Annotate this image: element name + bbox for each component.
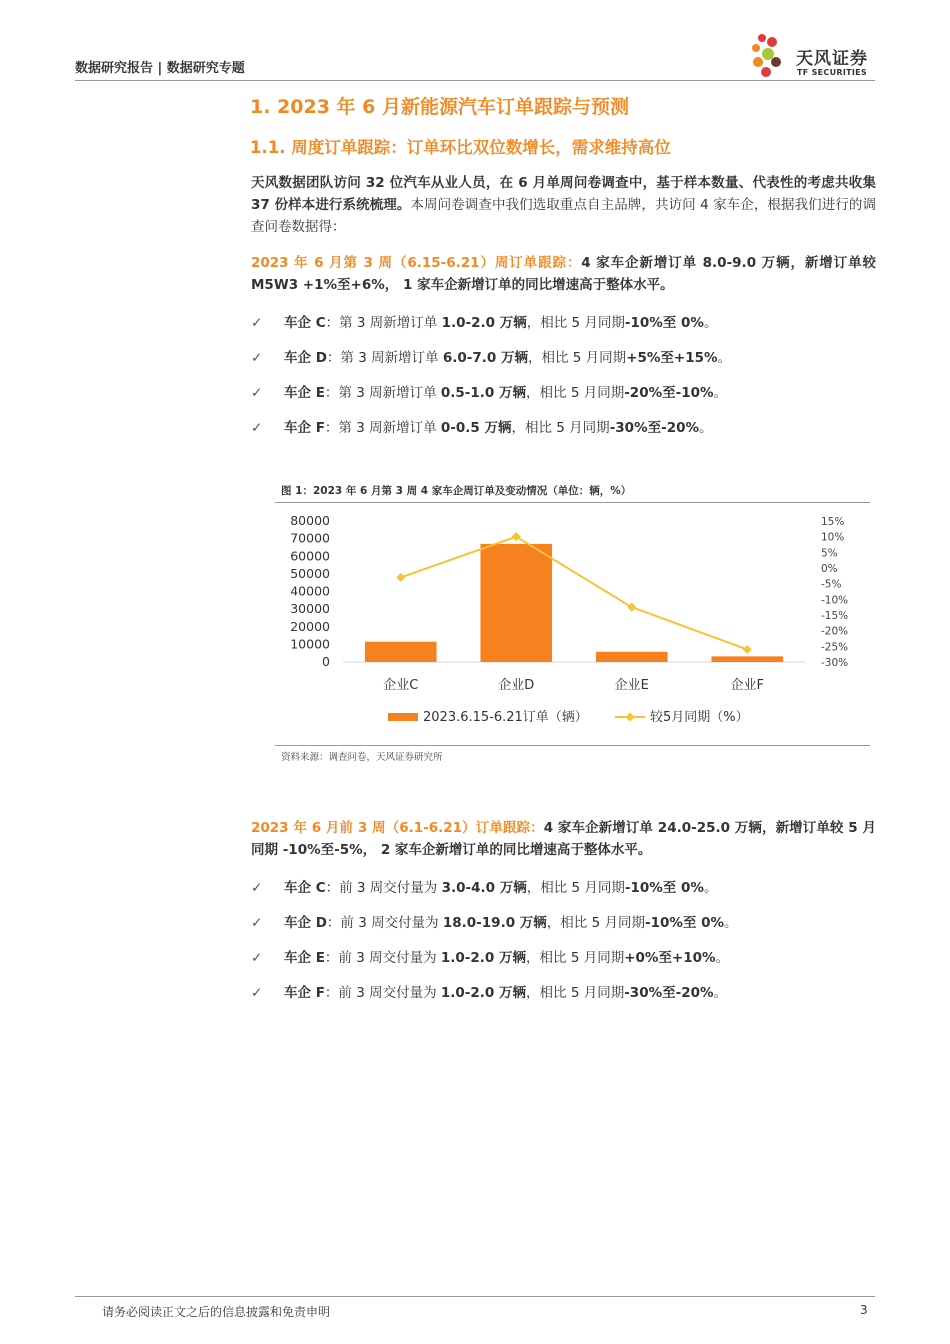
figure-source: 资料来源：调查问卷，天风证券研究所 bbox=[281, 752, 443, 763]
x-tick-label: 企业C bbox=[383, 678, 419, 693]
y-right-tick-label: -30% bbox=[821, 657, 849, 669]
week3-summary-text: 4 家车企新增订单 8.0-9.0 万辆，新增订单较 M5W3 +1%至+6%， 1 家车企新增订单的同比增速高于整体水平。 bbox=[251, 255, 876, 293]
footer-divider bbox=[75, 1296, 875, 1297]
change-range: -10%至 0% bbox=[624, 315, 704, 331]
bullet-text: 。 bbox=[713, 985, 728, 1001]
y-left-tick-label: 30000 bbox=[290, 601, 330, 617]
check-icon: ✓ bbox=[251, 315, 263, 331]
x-tick-label: 企业D bbox=[498, 678, 535, 693]
y-left-tick-label: 50000 bbox=[290, 565, 330, 581]
bar bbox=[596, 652, 668, 662]
intro-bold: 天风数据团队访问 32 位汽车从业人员，在 6 月单周问卷调查中，基于样本数量、代表性的考虑共收集 37 份样本进行系统梳理。 bbox=[251, 175, 876, 213]
logo-subtext: TF SECURITIES bbox=[797, 68, 867, 77]
bullet-text: 。 bbox=[717, 350, 732, 366]
order-range: 0-0.5 万辆 bbox=[440, 420, 512, 436]
list-item bbox=[251, 311, 717, 331]
bullet-text: 。 bbox=[699, 420, 713, 436]
check-icon: ✓ bbox=[251, 385, 263, 401]
cumulative-summary-text: 4 家车企新增订单 24.0-25.0 万辆，新增订单较 5 月同期 -10%至-5%， 2 家车企新增订单的同比增速高于整体水平。 bbox=[251, 820, 876, 858]
bullet-text: 。 bbox=[713, 385, 728, 401]
delivery-range: 3.0-4.0 万辆 bbox=[441, 880, 527, 896]
week3-summary bbox=[251, 252, 876, 296]
check-icon: ✓ bbox=[251, 915, 263, 931]
line-marker bbox=[396, 573, 405, 582]
bullet-text: ，相比 5 月同期 bbox=[528, 350, 627, 366]
bullet-text: ：前 3 周交付量为 bbox=[325, 880, 442, 896]
order-range: 0.5-1.0 万辆 bbox=[440, 385, 527, 401]
bullet-text: ，相比 5 月同期 bbox=[526, 315, 625, 331]
company-name: 车企 E bbox=[284, 385, 325, 401]
list-item bbox=[251, 876, 717, 896]
company-name: 车企 D bbox=[284, 915, 327, 931]
intro-normal: 本周问卷调查中我们选取重点自主品牌，共访问 4 家车企，根据我们进行的调查问卷数据得： bbox=[251, 197, 877, 235]
bullet-text: 。 bbox=[724, 915, 738, 931]
delivery-range: 1.0-2.0 万辆 bbox=[440, 985, 527, 1001]
company-name: 车企 F bbox=[284, 985, 325, 1001]
check-icon: ✓ bbox=[251, 350, 263, 366]
y-right-tick-label: -20% bbox=[821, 625, 849, 638]
bar bbox=[365, 642, 437, 662]
y-left-tick-label: 10000 bbox=[290, 636, 330, 652]
check-icon: ✓ bbox=[251, 880, 263, 896]
company-name: 车企 C bbox=[284, 315, 326, 331]
line-marker bbox=[743, 645, 752, 654]
company-name: 车企 E bbox=[284, 950, 325, 966]
section-heading: 1. 2023 年 6 月新能源汽车订单跟踪与预测 bbox=[250, 96, 629, 118]
y-left-tick-label: 0 bbox=[322, 654, 330, 669]
bullet-text: ，相比 5 月同期 bbox=[526, 985, 625, 1001]
check-icon: ✓ bbox=[251, 985, 263, 1001]
list-item bbox=[251, 346, 731, 366]
y-right-tick-label: -15% bbox=[821, 610, 849, 622]
list-item bbox=[251, 381, 727, 401]
change-range: +5%至+15% bbox=[626, 350, 718, 366]
week3-lead: 2023 年 6 月第 3 周（6.15-6.21）周订单跟踪： bbox=[251, 255, 582, 271]
bullet-text: ：前 3 周交付量为 bbox=[324, 985, 441, 1001]
bullet-text: ：第 3 周新增订单 bbox=[324, 420, 441, 436]
bullet-text: ，相比 5 月同期 bbox=[526, 385, 625, 401]
check-icon: ✓ bbox=[251, 950, 263, 966]
order-range: 1.0-2.0 万辆 bbox=[441, 315, 527, 331]
list-item bbox=[251, 911, 738, 931]
list-item bbox=[251, 981, 727, 1001]
footer-disclaimer: 请务必阅读正文之后的信息披露和免责申明 bbox=[102, 1305, 331, 1319]
y-left-tick-label: 80000 bbox=[290, 513, 330, 528]
bullet-text: 。 bbox=[703, 880, 718, 896]
intro-paragraph bbox=[251, 172, 876, 238]
line-marker bbox=[512, 532, 521, 541]
bar bbox=[711, 656, 783, 662]
change-range: -10%至 0% bbox=[644, 915, 725, 931]
bullet-text: ：前 3 周交付量为 bbox=[326, 915, 443, 931]
bullet-text: ，相比 5 月同期 bbox=[546, 915, 645, 931]
bullet-text: ：第 3 周新增订单 bbox=[324, 385, 441, 401]
bar bbox=[480, 544, 552, 662]
bullet-text: ，相比 5 月同期 bbox=[526, 950, 625, 966]
bullet-text: ，相比 5 月同期 bbox=[526, 880, 625, 896]
series-line bbox=[401, 537, 748, 650]
report-category: 数据研究报告 | 数据研究专题 bbox=[75, 61, 245, 76]
company-name: 车企 F bbox=[284, 420, 325, 436]
figure-title: 图 1：2023 年 6 月第 3 周 4 家车企周订单及变动情况（单位：辆，%） bbox=[281, 485, 632, 497]
delivery-range: 18.0-19.0 万辆 bbox=[442, 915, 547, 931]
y-right-tick-label: 10% bbox=[821, 531, 845, 544]
bullet-text: 。 bbox=[715, 950, 730, 966]
legend-bar-swatch bbox=[388, 713, 418, 721]
y-right-tick-label: -25% bbox=[821, 641, 849, 654]
page-number: 3 bbox=[860, 1303, 868, 1317]
order-chart bbox=[275, 505, 870, 745]
cumulative-summary bbox=[251, 817, 876, 861]
delivery-range: 1.0-2.0 万辆 bbox=[440, 950, 527, 966]
list-item bbox=[251, 416, 713, 436]
bullet-text: ：第 3 周新增订单 bbox=[325, 315, 442, 331]
cumulative-lead: 2023 年 6 月前 3 周（6.1-6.21）订单跟踪： bbox=[251, 820, 544, 836]
line-marker bbox=[627, 603, 636, 612]
y-right-tick-label: 0% bbox=[821, 563, 838, 575]
legend-label: 较5月同期（%） bbox=[650, 710, 749, 725]
y-right-tick-label: 15% bbox=[821, 516, 845, 528]
change-range: -20%至-10% bbox=[624, 385, 714, 401]
list-item bbox=[251, 946, 729, 966]
y-right-tick-label: 5% bbox=[821, 547, 838, 560]
subsection-heading: 1.1. 周度订单跟踪：订单环比双位数增长，需求维持高位 bbox=[250, 138, 671, 157]
x-tick-label: 企业F bbox=[730, 678, 764, 693]
check-icon: ✓ bbox=[251, 420, 263, 436]
change-range: +0%至+10% bbox=[624, 950, 716, 966]
x-tick-label: 企业E bbox=[614, 678, 649, 693]
y-right-tick-label: -5% bbox=[821, 578, 842, 591]
y-left-tick-label: 60000 bbox=[290, 548, 330, 564]
bullet-text: ：第 3 周新增订单 bbox=[326, 350, 443, 366]
legend-line-marker bbox=[626, 713, 635, 722]
change-range: -30%至-20% bbox=[624, 985, 714, 1001]
change-range: -30%至-20% bbox=[609, 420, 700, 436]
y-left-tick-label: 70000 bbox=[290, 530, 330, 546]
company-name: 车企 D bbox=[284, 350, 327, 366]
change-range: -10%至 0% bbox=[624, 880, 704, 896]
company-name: 车企 C bbox=[284, 880, 326, 896]
bullet-text: 。 bbox=[703, 315, 718, 331]
y-left-tick-label: 40000 bbox=[290, 583, 330, 599]
order-range: 6.0-7.0 万辆 bbox=[442, 350, 529, 366]
y-left-tick-label: 20000 bbox=[290, 618, 330, 634]
figure-top-rule bbox=[275, 502, 870, 503]
legend-label: 2023.6.15-6.21订单（辆） bbox=[423, 710, 588, 725]
y-right-tick-label: -10% bbox=[821, 594, 849, 607]
bullet-text: ：前 3 周交付量为 bbox=[324, 950, 441, 966]
figure-bottom-rule bbox=[275, 745, 870, 746]
logo-text: 天风证券 bbox=[796, 49, 868, 69]
bullet-text: ，相比 5 月同期 bbox=[511, 420, 610, 436]
